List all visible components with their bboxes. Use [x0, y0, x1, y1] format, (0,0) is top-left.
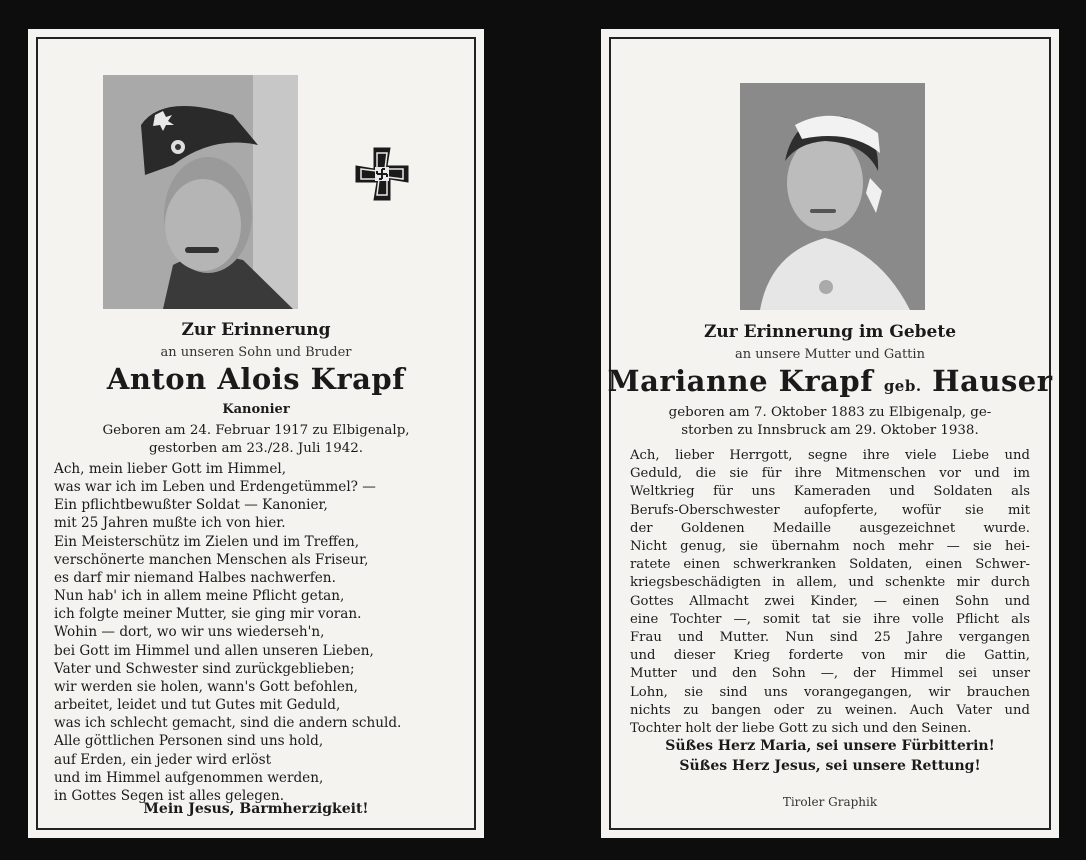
- left-card-heading: Zur Erinnerung: [181, 320, 331, 340]
- right-card-name-geb: geb.: [883, 377, 922, 395]
- prose-line: der Goldenen Medaille ausgezeichnet wurde.: [630, 520, 1030, 536]
- poem-line: Nun hab' ich in allem meine Pflicht getan,: [54, 588, 345, 605]
- printer-credit: Tiroler Graphik: [782, 795, 878, 809]
- poem-line: es darf mir niemand Halbes nachwerfen.: [54, 569, 336, 586]
- nurse-portrait-photo: [740, 83, 925, 310]
- poem-line: Vater und Schwester sind zurückgeblieben;: [54, 660, 355, 677]
- right-card-name: [601, 364, 1059, 398]
- prose-line: Berufs-Oberschwester aufopferte, wofür sie mit: [630, 502, 1030, 518]
- left-card-dedication: an unseren Sohn und Bruder: [160, 345, 352, 360]
- poem-line: Ein pflichtbewußter Soldat — Kanonier,: [54, 497, 328, 514]
- poem-line: Alle göttlichen Personen sind uns hold,: [54, 733, 324, 750]
- right-card-death: storben zu Innsbruck am 29. Oktober 1938.: [681, 423, 979, 438]
- right-card-closing-maria: Süßes Herz Maria, sei unsere Fürbitterin!: [665, 738, 995, 754]
- poem-line: was ich schlecht gemacht, sind die andern schuld.: [54, 715, 402, 732]
- prose-line: Ach, lieber Herrgott, segne ihre viele Liebe und: [630, 448, 1030, 463]
- prose-line: Lohn, sie sind uns vorangegangen, wir brauchen: [630, 684, 1030, 700]
- poem-line: wir werden sie holen, wann's Gott befohlen,: [54, 678, 358, 695]
- left-card-death: gestorben am 23./28. Juli 1942.: [148, 441, 364, 456]
- poem-line: ich folgte meiner Mutter, sie ging mir voran.: [54, 606, 362, 623]
- right-card-name-main: Marianne Krapf: [607, 364, 874, 398]
- prose-line: Geduld, die sie für ihre Mitmenschen vor und im: [630, 466, 1030, 482]
- poem-line: was war ich im Leben und Erdengetümmel? —: [54, 479, 376, 496]
- prose-line: eine Tochter —, somit tat sie ihre volle Pflicht als: [630, 611, 1030, 627]
- poem-line: Wohin — dort, wo wir uns wiederseh'n,: [54, 624, 325, 641]
- prose-line: Mutter und den Sohn —, der Himmel sei unser: [630, 666, 1030, 682]
- right-card-closing-jesus: Süßes Herz Jesus, sei unsere Rettung!: [679, 758, 981, 774]
- prose-line: Nicht genug, sie übernahm noch mehr — sie hei-: [630, 539, 1030, 555]
- prose-line: kriegsbeschädigten in allem, und schenkte mir durch: [630, 575, 1030, 591]
- poem-line: und im Himmel aufgenommen werden,: [54, 769, 324, 786]
- left-card-birth: Geboren am 24. Februar 1917 zu Elbigenalp,: [102, 423, 410, 438]
- left-card-name: Anton Alois Krapf: [106, 362, 406, 396]
- poem-line: auf Erden, ein jeder wird erlöst: [54, 751, 272, 768]
- prose-line: ratete einen schwerkranken Soldaten, einen Schwer-: [630, 557, 1030, 573]
- poem-line: Ein Meisterschütz im Zielen und im Treffen,: [54, 533, 360, 550]
- prose-line: Weltkrieg für uns Kameraden und Soldaten als: [630, 484, 1030, 500]
- prose-line: Gottes Allmacht zwei Kinder, — einen Sohn und: [630, 593, 1030, 609]
- prose-line: Tochter holt der liebe Gott zu sich und den Seinen.: [630, 721, 972, 737]
- prose-line: und dieser Krieg forderte von mir die Gattin,: [630, 648, 1030, 664]
- poem-line: mit 25 Jahren mußte ich von hier.: [54, 515, 286, 532]
- poem-line: arbeitet, leidet und tut Gutes mit Geduld,: [54, 697, 341, 714]
- left-card-poem: [54, 460, 464, 805]
- right-card-prose: [630, 447, 1030, 738]
- soldier-portrait-photo: [103, 75, 298, 309]
- poem-line: in Gottes Segen ist alles gelegen.: [54, 787, 285, 804]
- right-card-heading: Zur Erinnerung im Gebete: [703, 322, 957, 342]
- prose-line: Frau und Mutter. Nun sind 25 Jahre vergangen: [630, 630, 1030, 646]
- poem-line: Ach, mein lieber Gott im Himmel,: [54, 461, 287, 477]
- right-card-name-maiden: Hauser: [932, 364, 1053, 398]
- poem-line: verschönerte manchen Menschen als Friseur,: [54, 551, 369, 568]
- left-card-closing: Mein Jesus, Barmherzigkeit!: [143, 801, 369, 817]
- poem-line: bei Gott im Himmel und allen unseren Lieben,: [54, 642, 374, 659]
- prose-line: nichts zu bangen oder zu weinen. Auch Vater und: [630, 702, 1030, 718]
- left-card-rank: Kanonier: [222, 402, 290, 417]
- right-card-birth: geboren am 7. Oktober 1883 zu Elbigenalp, ge-: [668, 405, 992, 420]
- iron-cross-icon: [354, 146, 410, 202]
- right-card-dedication: an unsere Mutter und Gattin: [735, 347, 925, 362]
